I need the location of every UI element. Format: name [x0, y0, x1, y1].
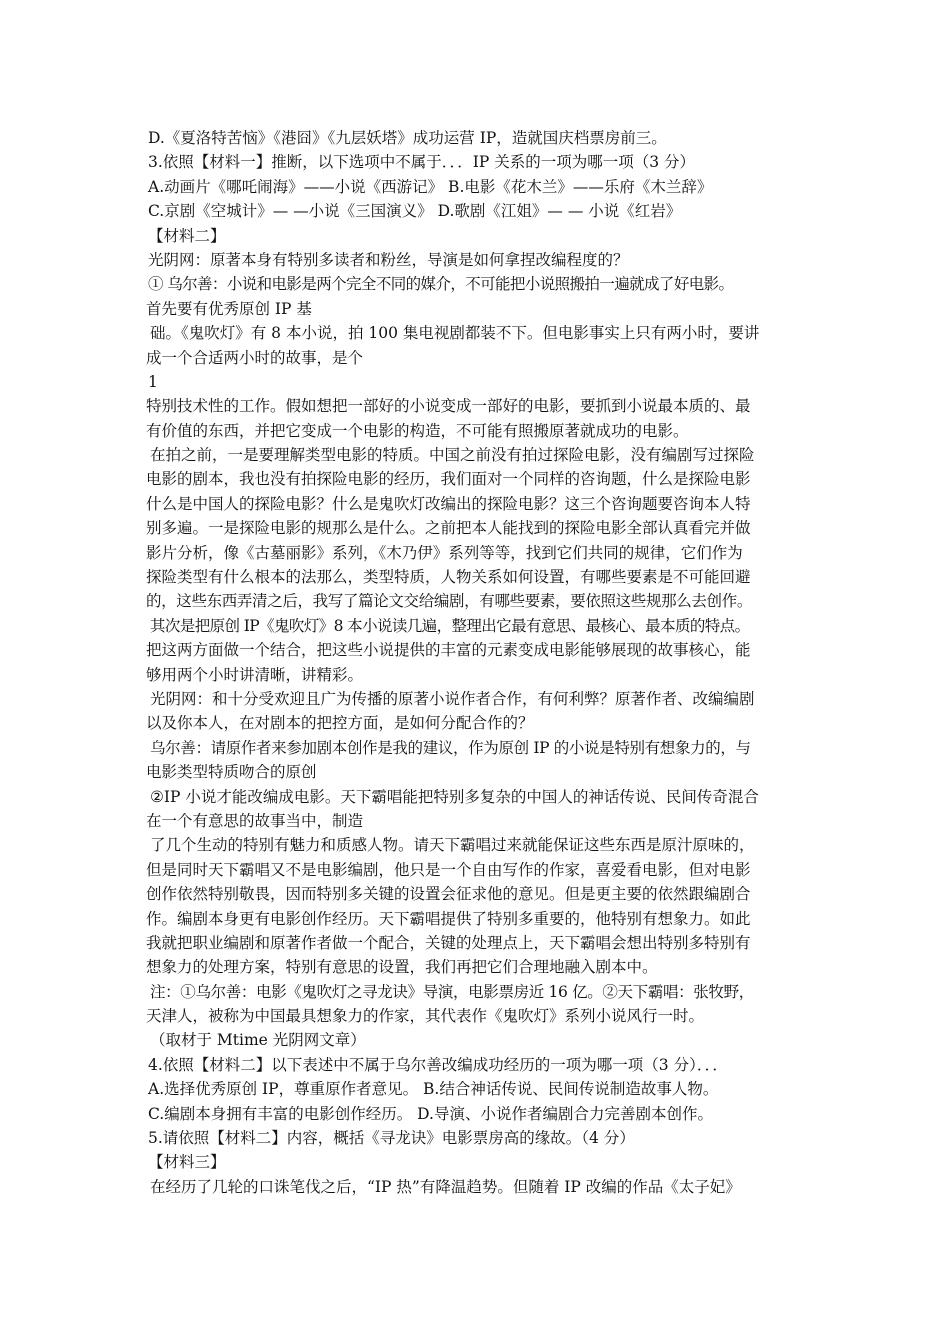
interview-answer-2-line-2: 电影类型特质吻合的原创	[146, 763, 317, 782]
interview-answer-1-line-2: 首先要有优秀原创 IP 基	[146, 299, 312, 318]
material-2-heading: 【材料二】	[148, 226, 226, 245]
interview-answer-2-line-4: 在一个有意思的故事当中，制造	[146, 811, 364, 830]
material-3-line-1: 在经历了几轮的口诛笔伐之后，“IP 热”有降温趋势。但随着 IP 改编的作品《太子妃》	[150, 1177, 741, 1196]
interview-question-2-line-1: 光阴网：和十分受欢迎且广为传播的原著小说作者合作，有何利弊？原著作者、改编编剧	[150, 689, 755, 708]
footnote-line-1: 注：①乌尔善：电影《鬼吹灯之寻龙诀》导演，电影票房近 16 亿。②天下霸唱：张牧野，	[150, 982, 754, 1001]
paragraph-line: 特别技术性的工作。假如想把一部好的小说变成一部好的电影，要抓到小说最本质的、最	[146, 397, 751, 416]
paragraph-line: 我就把职业编剧和原著作者做一个配合，关键的处理点上，天下霸唱会想出特别多特别有	[146, 933, 751, 952]
question-3-options-ab: A.动画片《哪吒闹海》——小说《西游记》 B.电影《花木兰》——乐府《木兰辞》	[148, 177, 713, 196]
paragraph-line: 够用两个小时讲清晰，讲精彩。	[146, 665, 364, 684]
question-4-options-cd: C.编剧本身拥有丰富的电影创作经历。 D.导演、小说作者编剧合力完善剧本创作。	[148, 1104, 713, 1123]
paragraph-line: 有价值的东西，并把它变成一个电影的构造，不可能有照搬原著就成功的电影。	[146, 421, 689, 440]
paragraph-line: 作。编剧本身更有电影创作经历。天下霸唱提供了特别多重要的，他特别有想象力。如此	[146, 909, 751, 928]
footnote-line-2: 天津人，被称为中国最具想象力的作家，其代表作《鬼吹灯》系列小说风行一时。	[146, 1007, 705, 1026]
interview-question-2-line-2: 以及你本人，在对剧本的把控方面，是如何分配合作的？	[146, 714, 534, 733]
paragraph-line: 电影的剧本，我也没有拍探险电影的经历，我们面对一个同样的咨询题，什么是探险电影	[146, 470, 751, 489]
paragraph-line: 影片分析，像《古墓丽影》系列，《木乃伊》系列等等，找到它们共同的规律，它们作为	[146, 543, 743, 562]
paragraph-line: 把这两方面做一个结合，把这些小说提供的丰富的元素变成电影能够展现的故事核心，能	[146, 641, 751, 660]
interview-answer-1-line-3: 础。《鬼吹灯》有 8 本小说，拍 100 集电视剧都装不下。但电影事实上只有两小时，要讲	[150, 324, 760, 343]
paragraph-line: 想象力的处理方案，特别有意思的设置，我们再把它们合理地融入剧本中。	[146, 958, 658, 977]
option-d-line: D.《夏洛特苦恼》《港囧》《九层妖塔》成功运营 IP，造就国庆档票房前三。	[148, 129, 667, 147]
interview-question-1: 光阴网：原著本身有特别多读者和粉丝，导演是如何拿捏改编程度的？	[148, 250, 629, 269]
interview-answer-1-line-1: ① 乌尔善：小说和电影是两个完全不同的媒介，不可能把小说照搬拍一遍就成了好电影。	[148, 275, 734, 294]
paragraph-line: 其次是把原创 IP《鬼吹灯》8 本小说读几遍，整理出它最有意思、最核心、最本质的特点。	[150, 616, 750, 635]
question-5: 5.请依照【材料二】内容，概括《寻龙诀》电影票房高的缘故。（4 分）	[148, 1129, 635, 1148]
question-3-options-cd: C.京剧《空城计》— —小说《三国演义》 D.歌剧《江姐》— — 小说《红岩》	[148, 202, 682, 221]
interview-answer-2-line-1: 乌尔善：请原作者来参加剧本创作是我的建议，作为原创 IP 的小说是特别有想象力的，与	[150, 738, 751, 757]
paragraph-line: 在拍之前，一是要理解类型电影的特质。中国之前没有拍过探险电影，没有编剧写过探险	[150, 446, 755, 465]
interview-answer-1-line-4: 成一个合适两小时的故事，是个	[146, 348, 364, 367]
paragraph-line: 探险类型有什么根本的法那么，类型特质，人物关系如何设置，有哪些要素是不可能回避	[146, 568, 751, 587]
interview-answer-2-line-3: ②IP 小说才能改编成电影。天下霸唱能把特别多复杂的中国人的神话传说、民间传奇混合	[150, 787, 759, 806]
question-3: 3.依照【材料一】推断，以下选项中不属于．．．IP 关系的一项为哪一项（3 分）	[148, 153, 696, 172]
material-3-heading: 【材料三】	[148, 1153, 226, 1172]
source-note: （取材于 Mtime 光阴网文章）	[150, 1031, 366, 1050]
paragraph-line: 的，这些东西弄清之后，我写了篇论文交给编剧，有哪些要素，要依照这些规那么去创作。	[146, 592, 753, 611]
paragraph-line: 什么是中国人的探险电影？什么是鬼吹灯改编出的探险电影？这三个咨询题要咨询本人特	[146, 494, 751, 513]
question-4-options-ab: A.选择优秀原创 IP，尊重原作者意见。 B.结合神话传说、民间传说制造故事人物。	[148, 1080, 719, 1099]
paragraph-line: 了几个生动的特别有魅力和质感人物。请天下霸唱过来就能保证这些东西是原汁原味的，	[150, 836, 755, 855]
document-body	[146, 126, 812, 1199]
page-number: 1	[148, 372, 158, 391]
paragraph-line: 别多遍。一是探险电影的规那么是什么。之前把本人能找到的探险电影全部认真看完并做	[146, 519, 751, 538]
question-4: 4.依照【材料二】以下表述中不属于乌尔善改编成功经历的一项为哪一项（3 分）．．．	[148, 1055, 728, 1074]
paragraph-line: 创作依然特别敬畏，因而特别多关键的设置会征求他的意见。但是更主要的依然跟编剧合	[146, 885, 751, 904]
paragraph-line: 但是同时天下霸唱又不是电影编剧，他只是一个自由写作的作家，喜爱看电影，但对电影	[146, 860, 751, 879]
